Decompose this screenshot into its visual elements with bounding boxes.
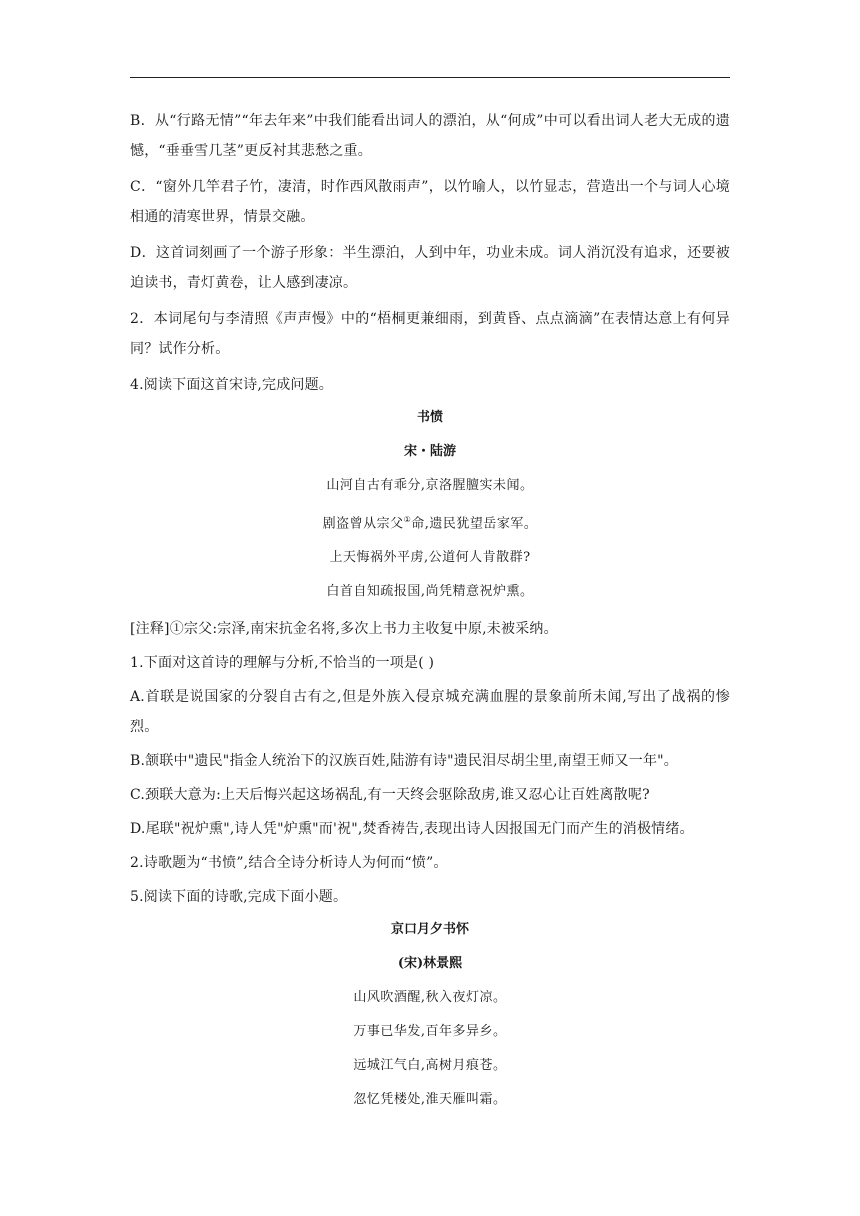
poem-line-text: 命,遗民犹望岳家军。 — [411, 516, 538, 532]
option-b: B．从“行路无情”“年去年来”中我们能看出词人的漂泊，从“何成”中可以看出词人老大无成的遗憾，“垂垂雪几茎”更反衬其悲愁之重。 — [130, 113, 730, 159]
poem-title: 京口月夕书怀 — [390, 922, 469, 938]
section-5-intro: 5.阅读下面的诗歌,完成下面小题。 — [130, 889, 348, 906]
option-a: A.首联是说国家的分裂自古有之,但是外族入侵京城充满血腥的景象前所未闻,写出了战祸的惨烈。 — [130, 689, 730, 736]
poem-author: (宋)林景熙 — [397, 956, 463, 972]
poem-line: 远城江气白,高树月痕苍。 — [353, 1058, 507, 1074]
document-body — [130, 106, 730, 1122]
option-c: C.颈联大意为:上天后悔兴起这场祸乱,有一天终会驱除敌虏,谁又忍心让百姓离散呢? — [130, 787, 650, 804]
question-2: 2.诗歌题为“书愤”,结合全诗分析诗人为何而“愤”。 — [130, 855, 448, 872]
option-c: C．“窗外几竿君子竹，凄清，时作西风散雨声”，以竹喻人，以竹显志，营造出一个与词人心境相通的清寒世界，情景交融。 — [130, 179, 730, 225]
poem-line — [130, 508, 730, 536]
footnote-marker: ① — [403, 515, 412, 524]
poem-line: 白首自知疏报国,尚凭精意祝炉熏。 — [326, 584, 534, 600]
option-b: B.颔联中"遗民"指金人统治下的汉族百姓,陆游有诗"遗民泪尽胡尘里,南望王师又一年"。 — [130, 753, 678, 770]
poem-author: 宋・陆游 — [403, 444, 456, 459]
poem-line: 山河自古有乖分,京洛腥膻实未闻。 — [326, 478, 534, 493]
poem-line: 上天悔祸外平虏,公道何人肯散群? — [329, 550, 531, 566]
poem-title: 书愤 — [416, 410, 443, 425]
poem-line: 山风吹酒醒,秋入夜灯凉。 — [353, 990, 507, 1006]
section-4-intro: 4.阅读下面这首宋诗,完成问题。 — [130, 377, 334, 393]
header-rule — [130, 77, 730, 78]
option-d: D.尾联"祝炉熏",诗人凭"炉熏"而'祝",焚香祷告,表现出诗人因报国无门而产生的消极情绪。 — [130, 821, 694, 838]
poem-line: 忽忆凭楼处,淮天雁叫霜。 — [353, 1092, 507, 1108]
question-1: 1.下面对这首诗的理解与分析,不恰当的一项是( ) — [130, 655, 435, 672]
annotation: [注释]①宗父:宗泽,南宋抗金名将,多次上书力主收复中原,未被采纳。 — [130, 621, 558, 638]
poem-line: 万事已华发,百年多异乡。 — [353, 1024, 507, 1040]
question-2: 2．本词尾句与李清照《声声慢》中的“梧桐更兼细雨，到黄昏、点点滴滴”在表情达意上有何异同？试作分析。 — [130, 311, 730, 357]
option-d: D．这首词刻画了一个游子形象：半生漂泊，人到中年，功业未成。词人消沉没有追求，还要被迫读书，青灯黄卷，让人感到凄凉。 — [130, 245, 730, 291]
poem-line-text: 剧盗曾从宗父 — [322, 516, 404, 532]
